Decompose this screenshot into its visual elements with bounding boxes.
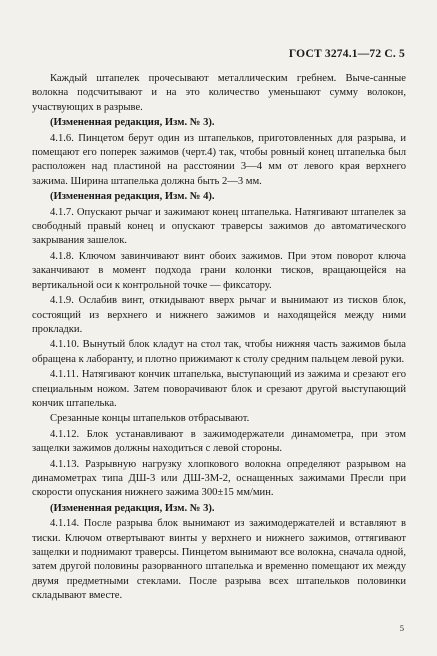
paragraph: 4.1.7. Опускают рычаг и зажимают конец штапелька. Натягивают штапелек за свободный правый конец и опускают траверсы зажимов до автоматического закрывания зашелок. (32, 206, 406, 247)
amendment-note: (Измененная редакция, Изм. № 4). (50, 191, 215, 203)
paragraph: Срезанные концы штапельков отбрасывают. (50, 413, 250, 425)
paragraph: Каждый штапелек прочесывают металлическим гребнем. Выче-санные волокна подсчитывают и на это количество уменьшают сумму волокон, участвующих в разрыве. (32, 73, 406, 113)
paragraph: 4.1.9. Ослабив винт, откидывают вверх рычаг и вынимают из тисков блок, состоящий из верхнего и нижнего зажимов и находящейся между ними прокладки. (32, 295, 406, 335)
paragraph: 4.1.13. Разрывную нагрузку хлопкового волокна определяют разрывом на динамометрах типа ДШ-3 или ДШ-3М-2, оснащенных зажимами Пресли при скорости опускания нижнего зажима 300±15 мм/мин. (32, 458, 406, 499)
paragraph: 4.1.6. Пинцетом берут один из штапельков, приготовленных для разрыва, и помещают его поперек зажимов (черт.4) так, чтобы ровный конец штапелька был расположен над пластиной на расстоянии 3—4 мм от левого края верхнего зажима. Ширина штапелька должна быть 2—3 мм. (32, 132, 406, 187)
document-body (32, 72, 406, 605)
paragraph: 4.1.12. Блок устанавливают в зажимодержатели динамометра, при этом защелки зажимов должны находиться с левой стороны. (32, 428, 406, 455)
paragraph: 4.1.10. Вынутый блок кладут на стол так, чтобы нижняя часть зажимов была обращена к лаборанту, и плотно прижимают к столу средним пальцем левой руки. (32, 339, 406, 365)
page-number: 5 (399, 623, 404, 633)
page-header: ГОСТ 3274.1—72 С. 5 (288, 48, 405, 60)
amendment-note: (Измененная редакция, Изм. № 3). (50, 502, 215, 514)
paragraph: 4.1.14. После разрыва блок вынимают из зажимодержателей и вставляют в тиски. Ключом отвертывают винты у верхнего и нижнего зажимов, оттягивают защелки и поднимают траверсы. Пинцетом вынимают все волокна, сначала одной, затем другой половины разорванного штапелька и временно помещают их между двумя предметными стеклами. После разрыва всех штапельков половинки складывают вместе. (32, 518, 406, 602)
amendment-note: (Измененная редакция, Изм. № 3). (50, 117, 215, 129)
paragraph: 4.1.11. Натягивают кончик штапелька, выступающий из зажима и срезают его специальным ножом. Затем поворачивают блок и срезают другой выступающий кончик штапелька. (32, 369, 406, 409)
paragraph: 4.1.8. Ключом завинчивают винт обоих зажимов. При этом поворот ключа заканчивают в момент подхода грани колонки тисков, вращающейся на вертикальной оси к контрольной точке — фиксатору. (32, 250, 406, 291)
